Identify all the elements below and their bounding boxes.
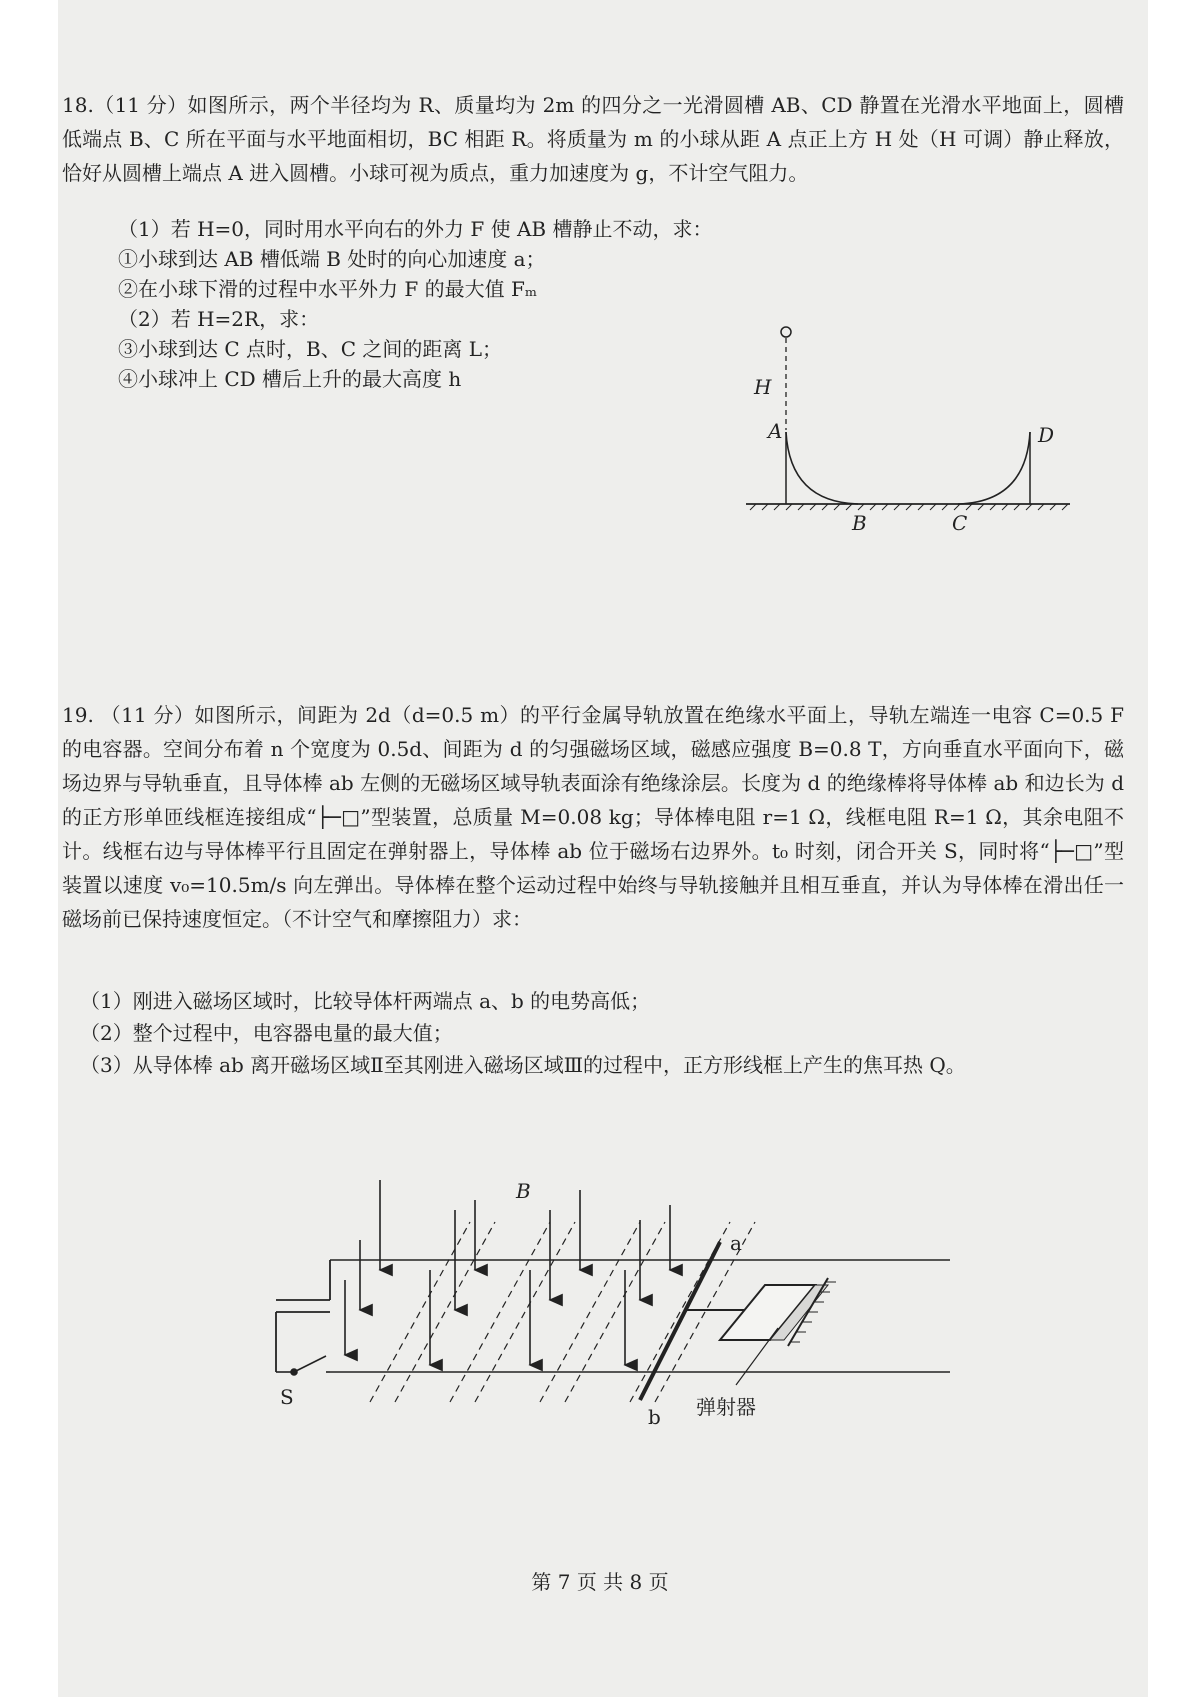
- groove-ab-arc: [786, 432, 858, 504]
- label-S: S: [280, 1385, 294, 1409]
- field-boundaries: [370, 1222, 755, 1402]
- q19-part2: （2）整个过程中，电容器电量的最大值；: [80, 1021, 453, 1045]
- capacitor-icon: [276, 1260, 330, 1372]
- switch-icon: [276, 1356, 330, 1375]
- q18-item3: ③小球到达 C 点时，B、C 之间的距离 L；: [118, 337, 503, 361]
- label-field-B: B: [516, 1179, 531, 1203]
- field-arrows: [345, 1180, 670, 1365]
- q19-figure: [250, 1150, 970, 1450]
- q18-item4: ④小球冲上 CD 槽后上升的最大高度 h: [118, 367, 462, 391]
- q19-part1: （1）刚进入磁场区域时，比较导体杆两端点 a、b 的电势高低；: [80, 989, 651, 1013]
- label-a: a: [730, 1231, 742, 1255]
- groove-cd-arc: [958, 432, 1030, 504]
- q18-part2: （2）若 H=2R，求：: [118, 307, 320, 331]
- q18-part1: （1）若 H=0，同时用水平向右的外力 F 使 AB 槽静止不动，求：: [118, 217, 713, 241]
- label-H: H: [754, 375, 772, 399]
- label-A: A: [768, 419, 783, 443]
- q18-item2: ②在小球下滑的过程中水平外力 F 的最大值 Fₘ: [118, 277, 538, 301]
- q19-stem: 19. （11 分）如图所示，间距为 2d（d=0.5 m）的平行金属导轨放置在绝缘水平面上，导轨左端连一电容 C=0.5 F 的电容器。空间分布着 n 个宽度为 0.5d、间距为 d 的匀强磁场区域，磁感应强度 B=0.8 T，方向垂直水平面向下，磁场边界与导轨垂直，且导体棒 ab 左侧的无磁场区域导轨表面涂有绝缘涂层。长度为 d 的绝缘棒将导体棒 ab 和边长为 d 的正方形单匝线框连接组成“├─□”型装置，总质量 M=0.08 kg；导体棒电阻 r=1 Ω，线框电阻 R=1 Ω，其余电阻不计。线框右边与导体棒平行且固定在弹射器上，导体棒 ab 位于磁场右边界外。t₀ 时刻，闭合开关 S，同时将“├─□”型装置以速度 v₀=10.5m/s 向左弹出。导体棒在整个运动过程中始终与导轨接触并且相互垂直，并认为导体棒在滑出任一磁场前已保持速度恒定。（不计空气和摩擦阻力）求：: [62, 703, 1124, 931]
- label-b: b: [648, 1405, 661, 1429]
- q18-stem: 18.（11 分）如图所示，两个半径均为 R、质量均为 2m 的四分之一光滑圆槽 AB、CD 静置在光滑水平地面上，圆槽低端点 B、C 所在平面与水平地面相切，BC 相距 R。将质量为 m 的小球从距 A 点正上方 H 处（H 可调）静止释放，恰好从圆槽上端点 A 进入圆槽。小球可视为质点，重力加速度为 g，不计空气阻力。: [62, 93, 1124, 185]
- page-footer: 第 7 页 共 8 页: [531, 1570, 669, 1594]
- conductor-rod-ab: [640, 1242, 720, 1400]
- q19-part3: （3）从导体棒 ab 离开磁场区域Ⅱ至其刚进入磁场区域Ⅲ的过程中，正方形线框上产生的焦耳热 Q。: [80, 1053, 966, 1077]
- label-C: C: [952, 511, 968, 535]
- q18-figure: [740, 320, 1120, 580]
- label-B: B: [852, 511, 867, 535]
- label-D: D: [1038, 423, 1055, 447]
- label-launcher: 弹射器: [696, 1395, 756, 1419]
- q18-item1: ①小球到达 AB 槽低端 B 处时的向心加速度 a；: [118, 247, 546, 271]
- ball-icon: [781, 327, 791, 337]
